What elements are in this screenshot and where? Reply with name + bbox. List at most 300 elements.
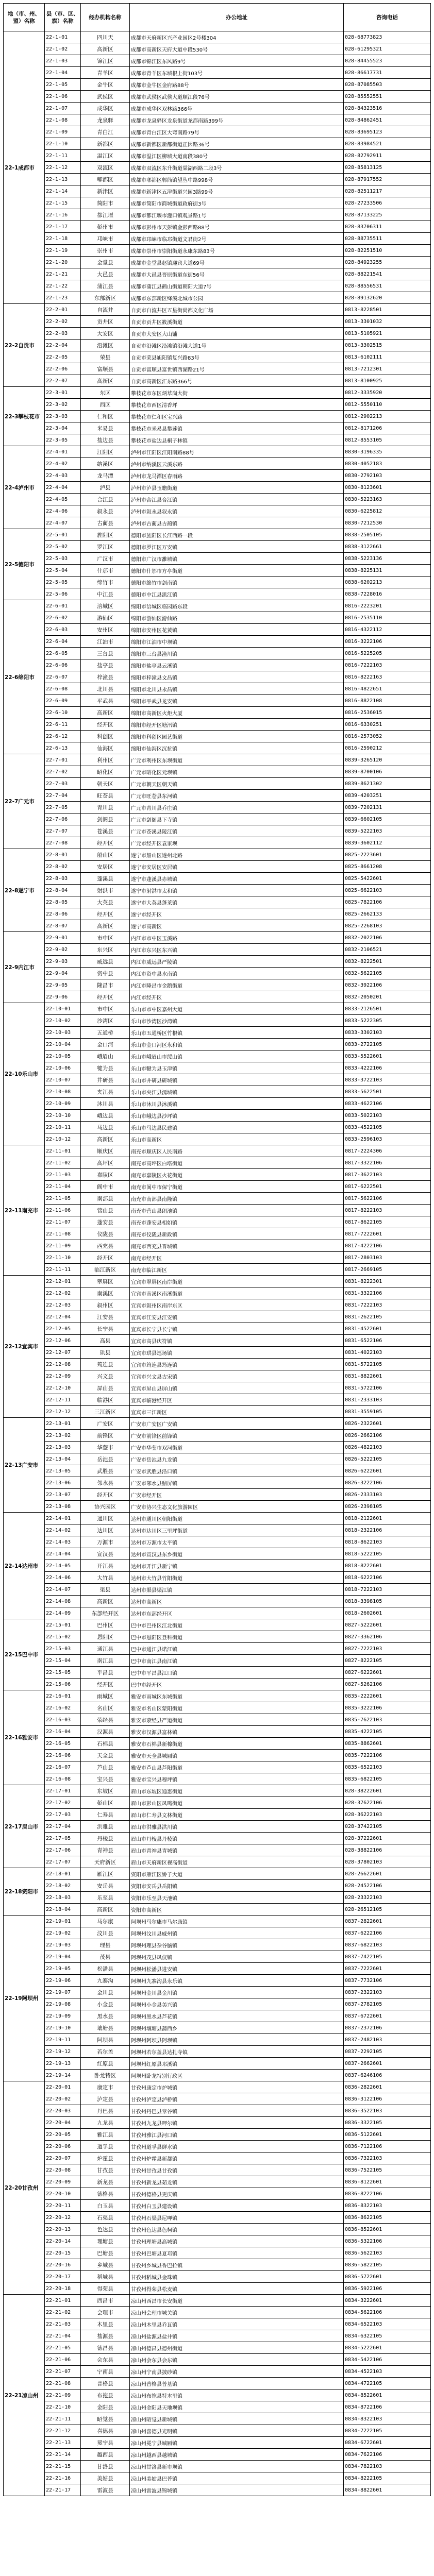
phone-cell: 0813-8228501	[344, 304, 431, 316]
address-cell: 宜宾市江安县江安镇	[130, 1311, 344, 1323]
address-cell: 德阳市什邡市方亭街道	[130, 565, 344, 577]
address-cell: 成都市蒲江县鹤山街道朝阳大道7号	[130, 280, 344, 292]
phone-cell: 0834-3222601	[344, 2295, 431, 2307]
address-cell: 南充市仪陇县新政镇	[130, 1228, 344, 1240]
address-cell: 达州市高新区	[130, 1596, 344, 1607]
county-cell: 马边县	[81, 1122, 130, 1133]
address-cell: 甘孜州稻城县金珠镇	[130, 2271, 344, 2283]
agency-code-cell: 22-11-05	[45, 1193, 81, 1205]
table-row	[4, 162, 431, 174]
county-cell: 道孚县	[81, 2141, 130, 2153]
county-cell: 大竹县	[81, 1572, 130, 1584]
agency-code-cell: 22-1-21	[45, 268, 81, 280]
county-cell: 白玉县	[81, 2200, 130, 2212]
table-row	[4, 991, 431, 1003]
phone-cell: 0834-8822601	[344, 2484, 431, 2496]
phone-cell: 0831-4522601	[344, 1323, 431, 1335]
county-cell: 前锋区	[81, 1430, 130, 1442]
phone-cell: 0817-5622106	[344, 1193, 431, 1205]
agency-code-cell: 22-10-08	[45, 1086, 81, 1098]
agency-code-cell: 22-10-12	[45, 1133, 81, 1145]
phone-cell: 0833-2722105	[344, 1039, 431, 1050]
table-row	[4, 1347, 431, 1359]
county-cell: 井研县	[81, 1074, 130, 1086]
table-row	[4, 1572, 431, 1584]
table-row	[4, 2105, 431, 2117]
phone-cell: 0833-4622106	[344, 1098, 431, 1110]
table-row	[4, 600, 431, 612]
address-cell: 乐山市沐川县沐溪镇	[130, 1098, 344, 1110]
agency-code-cell: 22-13-02	[45, 1430, 81, 1442]
address-cell: 资阳市安岳县岳阳镇	[130, 1880, 344, 1892]
phone-cell: 0839-8700106	[344, 766, 431, 778]
agency-code-cell: 22-15-03	[45, 1643, 81, 1655]
agency-code-cell: 22-20-11	[45, 2200, 81, 2212]
agency-code-cell: 22-7-06	[45, 814, 81, 825]
address-cell: 攀枝花市东区炳草岗大街	[130, 387, 344, 399]
address-cell: 凉山州金阳县天地坝镇	[130, 2401, 344, 2413]
address-cell: 阿坝州若尔盖县达扎寺镇	[130, 2046, 344, 2058]
address-cell: 眉山市青神县青城镇	[130, 1844, 344, 1856]
address-cell: 成都市崇州市崇阳街道永康东路83号	[130, 245, 344, 257]
agency-code-cell: 22-12-12	[45, 1406, 81, 1418]
phone-cell: 0817-2669105	[344, 1264, 431, 1276]
table-row	[4, 1524, 431, 1536]
county-cell: 剑阁县	[81, 814, 130, 825]
table-row	[4, 1536, 431, 1548]
phone-cell: 0827-5262106	[344, 1679, 431, 1690]
agency-code-cell: 22-12-02	[45, 1287, 81, 1299]
county-cell: 经开区	[81, 1489, 130, 1501]
county-cell: 泸定县	[81, 2093, 130, 2105]
phone-cell: 0839-3265120	[344, 754, 431, 766]
agency-code-cell: 22-12-07	[45, 1347, 81, 1359]
county-cell: 昭化区	[81, 766, 130, 778]
agency-code-cell: 22-8-07	[45, 920, 81, 932]
table-row	[4, 731, 431, 742]
county-cell: 科创区	[81, 731, 130, 742]
county-cell: 会理市	[81, 2307, 130, 2318]
city-cell: 22-3攀枝花市	[4, 387, 45, 446]
address-cell: 宜宾市叙州区南岸东区	[130, 1299, 344, 1311]
agency-code-cell: 22-17-05	[45, 1833, 81, 1844]
agency-code-cell: 22-6-13	[45, 742, 81, 754]
phone-cell: 0827-8222105	[344, 1655, 431, 1667]
agency-code-cell: 22-16-06	[45, 1750, 81, 1761]
city-cell: 22-2自贡市	[4, 304, 45, 387]
agency-code-cell: 22-20-04	[45, 2117, 81, 2129]
table-row	[4, 1927, 431, 1939]
county-cell: 平武县	[81, 695, 130, 707]
county-cell: 昭觉县	[81, 2413, 130, 2425]
phone-cell: 0813-3301032	[344, 316, 431, 328]
table-row	[4, 1027, 431, 1039]
table-row	[4, 292, 431, 304]
table-row	[4, 1193, 431, 1205]
address-cell: 内江市隆昌市金鹅街道	[130, 979, 344, 991]
table-row	[4, 979, 431, 991]
agency-code-cell: 22-21-12	[45, 2425, 81, 2437]
phone-cell: 0813-6102111	[344, 351, 431, 363]
phone-cell: 0839-6602105	[344, 814, 431, 825]
header-county: 县（市、区、旗）名称	[45, 4, 81, 31]
address-cell: 雅安市芦山县芦阳街道	[130, 1761, 344, 1773]
phone-cell: 028-87917552	[344, 174, 431, 185]
phone-cell: 0826-2662106	[344, 1430, 431, 1442]
agency-code-cell: 22-13-06	[45, 1477, 81, 1489]
table-row	[4, 707, 431, 719]
agency-code-cell: 22-8-01	[45, 849, 81, 861]
county-cell: 东部新区	[81, 292, 130, 304]
address-cell: 甘孜州甘孜县甘孜镇	[130, 2164, 344, 2176]
county-cell: 东区	[81, 387, 130, 399]
address-cell: 泸州市古蔺县古蔺镇	[130, 517, 344, 529]
county-cell: 彭州市	[81, 221, 130, 233]
address-cell: 自贡市大安区大山铺	[130, 328, 344, 340]
phone-cell: 0816-2590212	[344, 742, 431, 754]
agency-code-cell: 22-12-11	[45, 1394, 81, 1406]
phone-cell: 0834-8322103	[344, 2413, 431, 2425]
agency-code-cell: 22-13-01	[45, 1418, 81, 1430]
address-cell: 成都市双流区东升街道棠湖西路二段3号	[130, 162, 344, 174]
phone-cell: 0830-8123601	[344, 482, 431, 494]
address-cell: 遂宁市蓬溪县赤城镇	[130, 873, 344, 885]
county-cell: 东兴区	[81, 944, 130, 956]
county-cell: 若尔盖	[81, 2046, 130, 2058]
county-cell: 筠连县	[81, 1359, 130, 1370]
agency-code-cell: 22-10-07	[45, 1074, 81, 1086]
agency-code-cell: 22-9-06	[45, 991, 81, 1003]
agency-code-cell: 22-3-02	[45, 399, 81, 411]
address-cell: 阿坝州红原县邛溪镇	[130, 2058, 344, 2070]
phone-cell: 0826-6222601	[344, 1465, 431, 1477]
phone-cell: 0834-4522103	[344, 2366, 431, 2378]
agency-code-cell: 22-12-03	[45, 1299, 81, 1311]
address-cell: 德阳市广汉市雒城镇	[130, 553, 344, 565]
address-cell: 甘孜州康定市炉城镇	[130, 2081, 344, 2093]
address-cell: 凉山州盐源县盐井镇	[130, 2330, 344, 2342]
phone-cell: 0816-2573052	[344, 731, 431, 742]
phone-cell: 0835-3222106	[344, 1702, 431, 1714]
agency-code-cell: 22-4-01	[45, 446, 81, 458]
agency-code-cell: 22-19-07	[45, 1987, 81, 1998]
agency-code-cell: 22-15-05	[45, 1667, 81, 1679]
table-row	[4, 2235, 431, 2247]
county-cell: 德格县	[81, 2188, 130, 2200]
phone-cell: 0838-2505105	[344, 529, 431, 541]
county-cell: 汉源县	[81, 1726, 130, 1738]
table-row	[4, 1003, 431, 1015]
county-cell: 天全县	[81, 1750, 130, 1761]
city-cell: 22-8遂宁市	[4, 849, 45, 932]
table-row	[4, 399, 431, 411]
address-cell: 南充市蓬安县相如镇	[130, 1216, 344, 1228]
address-cell: 成都市新都区新都街道正因路36号	[130, 138, 344, 150]
agency-code-cell: 22-1-04	[45, 67, 81, 79]
agency-code-cell: 22-15-02	[45, 1631, 81, 1643]
address-cell: 资阳市雁江区娇子大道	[130, 1868, 344, 1880]
address-cell: 南充市经开区	[130, 1252, 344, 1264]
county-cell: 崇州市	[81, 245, 130, 257]
agency-code-cell: 22-4-07	[45, 517, 81, 529]
phone-cell: 0812-2902213	[344, 411, 431, 422]
address-cell: 内江市威远县严陵镇	[130, 956, 344, 968]
address-cell: 自贡市富顺县富世镇西湖路21号	[130, 363, 344, 375]
address-cell: 内江市市中区玉溪路	[130, 932, 344, 944]
address-cell: 遂宁市高新区	[130, 920, 344, 932]
header-phone: 咨询电话	[344, 4, 431, 31]
county-cell: 旺苍县	[81, 790, 130, 802]
table-row	[4, 1833, 431, 1844]
agency-code-cell: 22-21-06	[45, 2354, 81, 2366]
agency-code-cell: 22-1-11	[45, 150, 81, 162]
table-row	[4, 2354, 431, 2366]
table-row	[4, 1797, 431, 1809]
address-cell: 广安市广安区广安镇	[130, 1418, 344, 1430]
table-row	[4, 1868, 431, 1880]
address-cell: 达州市渠县渠江镇	[130, 1584, 344, 1596]
county-cell: 大安区	[81, 328, 130, 340]
agency-code-cell: 22-5-01	[45, 529, 81, 541]
county-cell: 高新区	[81, 707, 130, 719]
county-cell: 沿滩区	[81, 340, 130, 351]
phone-cell: 028-38222601	[344, 1785, 431, 1797]
table-row	[4, 1181, 431, 1193]
address-cell: 成都市青白江区大弯南路79号	[130, 126, 344, 138]
agency-code-cell: 22-12-06	[45, 1335, 81, 1347]
table-row	[4, 1939, 431, 1951]
agency-code-cell: 22-9-01	[45, 932, 81, 944]
agency-code-cell: 22-6-06	[45, 659, 81, 671]
address-cell: 达州市万源市太平镇	[130, 1536, 344, 1548]
table-row	[4, 624, 431, 636]
address-cell: 绵阳市梓潼县文昌镇	[130, 671, 344, 683]
address-cell: 甘孜州理塘县高城镇	[130, 2235, 344, 2247]
table-row	[4, 1276, 431, 1287]
phone-cell: 0818-8222601	[344, 1560, 431, 1572]
city-cell: 22-13广安市	[4, 1418, 45, 1513]
address-cell: 绵阳市江油市中坝镇	[130, 636, 344, 648]
phone-cell: 0833-5522601	[344, 1050, 431, 1062]
table-row	[4, 1844, 431, 1856]
agency-code-cell: 22-2-02	[45, 316, 81, 328]
address-cell: 南充市临江新区	[130, 1264, 344, 1276]
table-row	[4, 956, 431, 968]
agency-code-cell: 22-17-01	[45, 1785, 81, 1797]
agency-code-cell: 22-10-03	[45, 1027, 81, 1039]
table-row	[4, 1299, 431, 1311]
address-cell: 成都市彭州市天彭镇金彭西路88号	[130, 221, 344, 233]
address-cell: 泸州市合江县合江镇	[130, 494, 344, 505]
address-cell: 乐山市峨边县沙坪镇	[130, 1110, 344, 1122]
address-cell: 南充市顺庆区人民南路	[130, 1145, 344, 1157]
agency-code-cell: 22-19-06	[45, 1975, 81, 1987]
county-cell: 长宁县	[81, 1323, 130, 1335]
phone-cell: 0839-8621302	[344, 778, 431, 790]
table-row	[4, 316, 431, 328]
county-cell: 万源市	[81, 1536, 130, 1548]
agency-code-cell: 22-12-09	[45, 1370, 81, 1382]
phone-cell: 0836-3322105	[344, 2117, 431, 2129]
county-cell: 乐至县	[81, 1892, 130, 1904]
county-cell: 经开区	[81, 1679, 130, 1690]
address-cell: 眉山市洪雅县洪川镇	[130, 1821, 344, 1833]
table-row	[4, 2188, 431, 2200]
table-row	[4, 1501, 431, 1513]
county-cell: 武胜县	[81, 1465, 130, 1477]
phone-cell: 0833-5022103	[344, 1110, 431, 1122]
county-cell: 达川区	[81, 1524, 130, 1536]
agency-code-cell: 22-5-06	[45, 588, 81, 600]
address-cell: 凉山州越西县越城镇	[130, 2449, 344, 2461]
agency-code-cell: 22-21-10	[45, 2401, 81, 2413]
address-cell: 凉山州昭觉县新城镇	[130, 2413, 344, 2425]
table-row	[4, 79, 431, 91]
address-cell: 绵阳市三台县潼川镇	[130, 648, 344, 659]
agency-code-cell: 22-21-05	[45, 2342, 81, 2354]
table-row	[4, 91, 431, 103]
agency-code-cell: 22-14-01	[45, 1513, 81, 1524]
agency-code-cell: 22-3-01	[45, 387, 81, 399]
table-row	[4, 1619, 431, 1631]
address-cell: 雅安市宝兴县穆坪镇	[130, 1773, 344, 1785]
table-row	[4, 114, 431, 126]
header-address: 办公地址	[130, 4, 344, 31]
agency-code-cell: 22-10-10	[45, 1110, 81, 1122]
phone-cell: 0825-5422601	[344, 873, 431, 885]
agency-code-cell: 22-19-01	[45, 1916, 81, 1927]
agency-code-cell: 22-17-02	[45, 1797, 81, 1809]
county-cell: 新都区	[81, 138, 130, 150]
agency-code-cell: 22-19-04	[45, 1951, 81, 1963]
phone-cell: 0827-5222601	[344, 1619, 431, 1631]
agency-code-cell: 22-18-02	[45, 1880, 81, 1892]
county-cell: 南部县	[81, 1193, 130, 1205]
county-cell: 沐川县	[81, 1098, 130, 1110]
county-cell: 通川区	[81, 1513, 130, 1524]
table-row	[4, 1205, 431, 1216]
county-cell: 资中县	[81, 968, 130, 979]
address-cell: 雅安市汉源县富林镇	[130, 1726, 344, 1738]
agency-code-cell: 22-17-03	[45, 1809, 81, 1821]
table-row	[4, 1560, 431, 1572]
phone-cell: 0838-3122661	[344, 541, 431, 553]
agency-code-cell: 22-15-04	[45, 1655, 81, 1667]
address-cell: 广安市华蓥市双河街道	[130, 1442, 344, 1453]
county-cell: 蓬安县	[81, 1216, 130, 1228]
address-cell: 遂宁市安居区安居镇	[130, 861, 344, 873]
agency-code-cell: 22-1-02	[45, 43, 81, 55]
agency-code-cell: 22-20-03	[45, 2105, 81, 2117]
table-row	[4, 659, 431, 671]
agency-code-cell: 22-6-07	[45, 671, 81, 683]
phone-cell: 0833-4522105	[344, 1122, 431, 1133]
county-cell: 巴塘县	[81, 2247, 130, 2259]
phone-cell: 0836-8222106	[344, 2188, 431, 2200]
county-cell: 广汉市	[81, 553, 130, 565]
agency-code-cell: 22-16-03	[45, 1714, 81, 1726]
county-cell: 色达县	[81, 2224, 130, 2235]
county-cell: 利州区	[81, 754, 130, 766]
agency-code-cell: 22-20-09	[45, 2176, 81, 2188]
county-cell: 荥经县	[81, 1714, 130, 1726]
county-cell: 隆昌市	[81, 979, 130, 991]
phone-cell: 028-89132620	[344, 292, 431, 304]
county-cell: 梓潼县	[81, 671, 130, 683]
county-cell: 冕宁县	[81, 2437, 130, 2449]
table-row	[4, 861, 431, 873]
agency-code-cell: 22-3-03	[45, 411, 81, 422]
address-cell: 绵阳市仙海区沉抗镇	[130, 742, 344, 754]
phone-cell: 0832-3922106	[344, 979, 431, 991]
address-cell: 巴中市巴州区江北街道	[130, 1619, 344, 1631]
table-row	[4, 553, 431, 565]
phone-cell: 028-68773823	[344, 31, 431, 43]
address-cell: 阿坝州阿坝县阿坝镇	[130, 2034, 344, 2046]
table-row	[4, 2484, 431, 2496]
table-row	[4, 2010, 431, 2022]
address-cell: 内江市经开区	[130, 991, 344, 1003]
table-row	[4, 1122, 431, 1133]
table-row	[4, 683, 431, 695]
address-cell: 甘孜州泸定县泸桥镇	[130, 2093, 344, 2105]
phone-cell: 0831-8222301	[344, 1276, 431, 1287]
agency-code-cell: 22-4-06	[45, 505, 81, 517]
phone-cell: 0837-7422105	[344, 1951, 431, 1963]
address-cell: 绵阳市高新区火炬大厦	[130, 707, 344, 719]
county-cell: 壤塘县	[81, 2022, 130, 2034]
phone-cell: 0833-2596103	[344, 1133, 431, 1145]
address-cell: 德阳市绵竹市剑南镇	[130, 577, 344, 588]
table-row	[4, 2070, 431, 2081]
address-cell: 内江市东兴区东兴镇	[130, 944, 344, 956]
address-cell: 绵阳市游仙区游仙路	[130, 612, 344, 624]
phone-cell: 0832-2106521	[344, 944, 431, 956]
agency-code-cell: 22-14-02	[45, 1524, 81, 1536]
agency-code-cell: 22-7-04	[45, 790, 81, 802]
county-cell: 通江县	[81, 1643, 130, 1655]
phone-cell: 0837-2782105	[344, 1998, 431, 2010]
county-cell: 简阳市	[81, 197, 130, 209]
address-cell: 成都市龙泉驿区龙泉街道龙都南路399号	[130, 114, 344, 126]
agency-code-cell: 22-8-06	[45, 908, 81, 920]
address-cell: 宜宾市临港经开区	[130, 1394, 344, 1406]
phone-cell: 0817-8622105	[344, 1216, 431, 1228]
table-row	[4, 1382, 431, 1394]
address-cell: 雅安市荥经县严道街道	[130, 1714, 344, 1726]
table-row	[4, 2164, 431, 2176]
address-cell: 广元市旺苍县东河镇	[130, 790, 344, 802]
county-cell: 康定市	[81, 2081, 130, 2093]
address-cell: 甘孜州德格县更庆镇	[130, 2188, 344, 2200]
phone-cell: 028-23322103	[344, 1892, 431, 1904]
agency-code-cell: 22-20-16	[45, 2259, 81, 2271]
county-cell: 越西县	[81, 2449, 130, 2461]
phone-cell: 0836-2822601	[344, 2081, 431, 2093]
address-cell: 成都市邛崃市临邛街道文君街2号	[130, 233, 344, 245]
table-row	[4, 1430, 431, 1442]
city-cell: 22-17眉山市	[4, 1785, 45, 1868]
county-cell: 仁寿县	[81, 1809, 130, 1821]
phone-cell: 0830-7212530	[344, 517, 431, 529]
table-row	[4, 1015, 431, 1027]
phone-cell: 0830-5223163	[344, 494, 431, 505]
phone-cell: 0836-5722601	[344, 2271, 431, 2283]
table-row	[4, 67, 431, 79]
table-row	[4, 1880, 431, 1892]
address-cell: 乐山市高新区	[130, 1133, 344, 1145]
table-row	[4, 1596, 431, 1607]
